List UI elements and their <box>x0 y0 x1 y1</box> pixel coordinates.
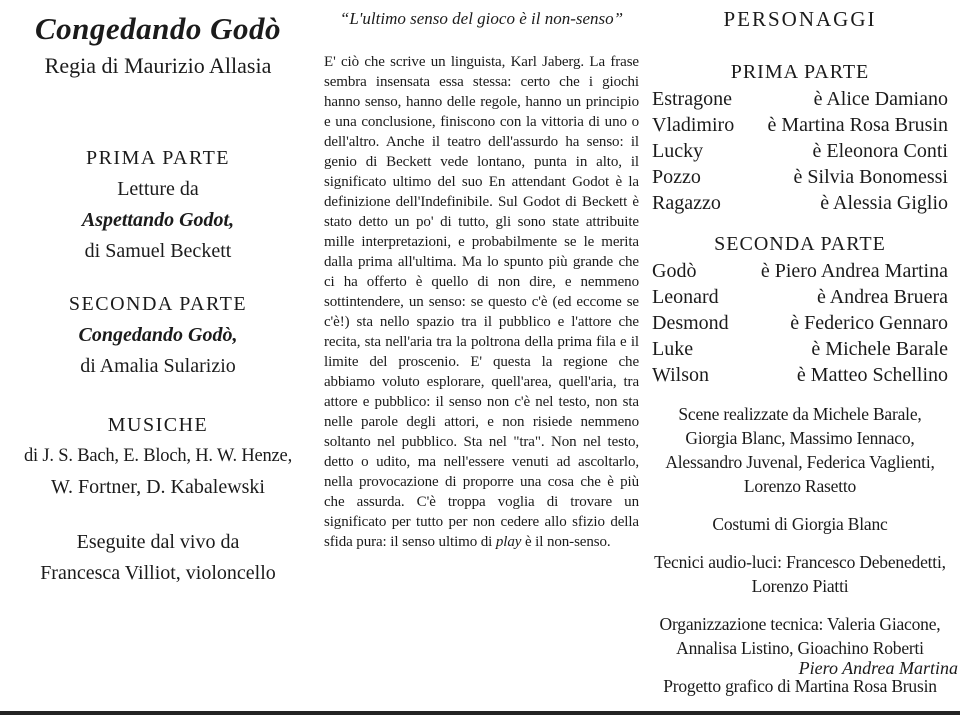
cast-row <box>652 190 948 216</box>
essay-text-before: E' ciò che scrive un linguista, Karl Jaberg. La frase sembra insensata essa stessa: certo che i giochi hanno senso, hanno delle regole, hanno un principio e una conclusione, finiscono con la vittoria di uno o dell'altro. Anche il teatro dell'assurdo ha senso: il genio di Beckett vede lontano, punta in alto, il significato ultimo del suo En attendant Godot è la definizione dell'Indefinibile. Sul Godot di Beckett è stato detto un po' di tutto, gli sono state attribuite mille interpretazioni, e probabilmente se le merita dalla prima all'ultima. Ma lo spunto più grande che ci ha offerto è quello di non dire, e nemmeno sottintendere, un senso: se questo c'è (ed eccome se c'è!) sta nello spazio tra il pubblico e l'attore che recita, sta nell'aria tra la poltrona della prima fila e il limite del proscenio. E' questa la regione che abbiamo voluto esplorare, quell'area, quell'aria, tra attore e pubblico: il senso non c'è nel testo, non sta nelle parole degli attori, e non risiede nemmeno soltanto nel pubblico. Sta nel "tra". Non nel testo, detto o udito, ma nell'essere venuti ad ascoltarlo, nella provocazione di proporre una cosa che è più che assurda. C'è troppa voglia di trovare un significato per tutto per non cedere allo sfizio della sfida pura: il senso ultimo di <box>324 54 639 550</box>
cast-actor: è Eleonora Conti <box>812 140 948 162</box>
cast-role: Ragazzo <box>652 192 721 214</box>
cast-role: Godò <box>652 260 697 282</box>
cast-actor: è Piero Andrea Martina <box>760 260 948 282</box>
essay-signature: Piero Andrea Martina <box>798 658 958 678</box>
cast-part2-heading: SECONDA PARTE <box>714 233 886 255</box>
page-bottom-edge-rule <box>0 711 960 715</box>
cast-actor: è Alice Damiano <box>813 88 948 110</box>
essay-paragraph <box>324 52 639 552</box>
cast-row <box>652 86 948 112</box>
credit-block: Tecnici audio-luci: Francesco Debenedetti, Lorenzo Piatti <box>654 552 946 596</box>
music-composers-line1: di J. S. Bach, E. Bloch, H. W. Henze, <box>23 446 292 466</box>
credit-block: Progetto grafico di Martina Rosa Brusin <box>663 676 937 696</box>
credits-list <box>652 402 948 698</box>
cast-row <box>652 310 948 336</box>
cast-actor: è Matteo Schellino <box>796 364 948 386</box>
essay-italic-word: play <box>495 534 522 550</box>
cast-role: Wilson <box>652 364 709 386</box>
cast-actor: è Martina Rosa Brusin <box>767 114 948 136</box>
music-group <box>8 410 308 503</box>
cast-actor: è Andrea Bruera <box>816 286 948 308</box>
left-part1-line: Letture da <box>117 178 199 200</box>
performer-line2: Francesca Villiot, violoncello <box>40 562 276 584</box>
left-part1-work-title: Aspettando Godot, <box>81 209 235 231</box>
cast-role: Estragone <box>652 88 732 110</box>
left-part1-author: di Samuel Beckett <box>84 240 232 262</box>
cast-role: Luke <box>652 338 694 360</box>
cast-part1-heading: PRIMA PARTE <box>730 61 870 83</box>
cast-role: Lucky <box>652 140 704 162</box>
left-part2-work-title: Congedando Godò, <box>78 324 238 346</box>
music-heading: MUSICHE <box>107 414 209 436</box>
cast-row <box>652 112 948 138</box>
cast-role: Vladimiro <box>652 114 735 136</box>
cast-row <box>652 284 948 310</box>
cast-row <box>652 362 948 388</box>
performer-group <box>8 527 308 589</box>
performer-line1: Eseguite dal vivo da <box>76 531 240 553</box>
cast-row <box>652 138 948 164</box>
cast-actor: è Michele Barale <box>811 338 948 360</box>
show-title: Congedando Godò <box>34 11 282 46</box>
cast-row <box>652 336 948 362</box>
cast-role: Desmond <box>652 312 729 334</box>
left-part1-heading: PRIMA PARTE <box>85 147 231 169</box>
cast-actor: è Alessia Giglio <box>820 192 948 214</box>
music-composers-line2: W. Fortner, D. Kabalewski <box>51 476 265 498</box>
epigraph-quote: “L'ultimo senso del gioco è il non-senso” <box>339 9 624 28</box>
cast-row <box>652 164 948 190</box>
credit-block: Organizzazione tecnica: Valeria Giacone, Annalisa Listino, Gioachino Roberti <box>659 614 941 658</box>
left-part2-group <box>8 289 308 382</box>
center-column <box>324 8 639 552</box>
cast-list-part2 <box>652 258 948 388</box>
credit-block: Costumi di Giorgia Blanc <box>712 514 888 534</box>
credit-block: Scene realizzate da Michele Barale, Giorgia Blanc, Massimo Iennaco, Alessandro Juvenal, Federica Vaglienti, Lorenzo Rasetto <box>665 404 935 496</box>
cast-role: Pozzo <box>652 166 701 188</box>
cast-role: Leonard <box>652 286 719 308</box>
cast-row <box>652 258 948 284</box>
director-credit: Regia di Maurizio Allasia <box>44 53 272 78</box>
left-part2-heading: SECONDA PARTE <box>68 293 248 315</box>
right-column <box>652 6 948 698</box>
left-part1-group <box>8 143 308 267</box>
left-column <box>8 10 308 589</box>
personaggi-heading: PERSONAGGI <box>723 7 877 31</box>
cast-actor: è Silvia Bonomessi <box>793 166 948 188</box>
cast-actor: è Federico Gennaro <box>790 312 948 334</box>
left-part2-author: di Amalia Sularizio <box>80 355 236 377</box>
cast-list-part1 <box>652 86 948 216</box>
essay-text-after: è il non-senso. <box>521 534 611 550</box>
